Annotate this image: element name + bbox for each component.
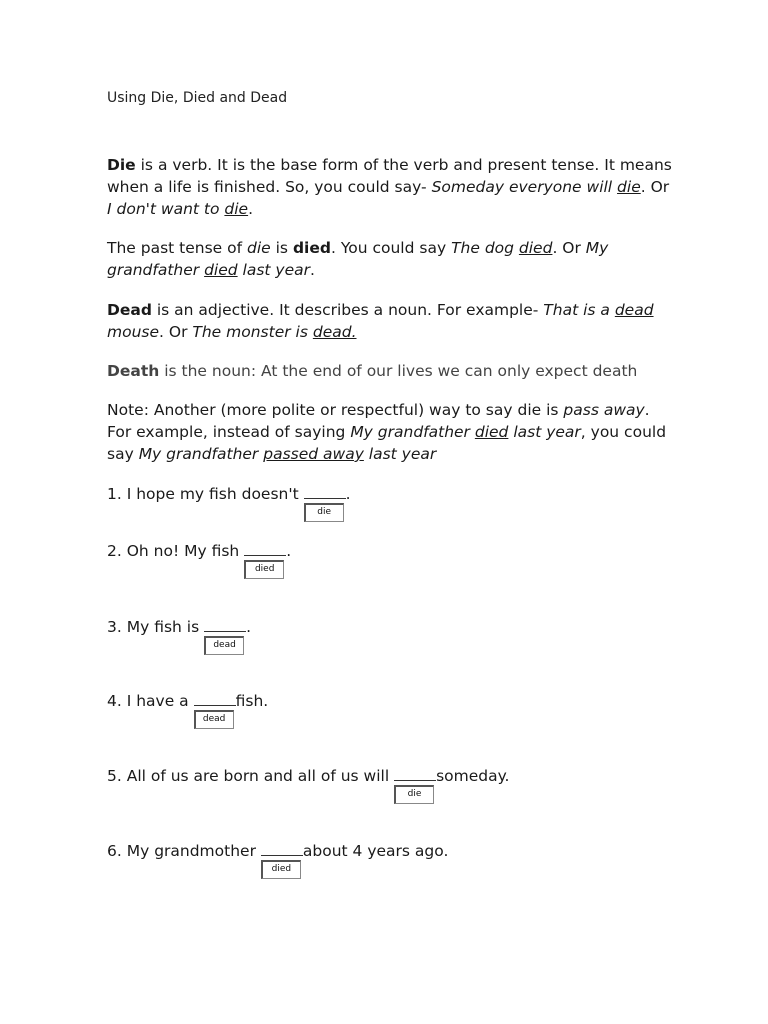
- question-text: .: [286, 542, 292, 560]
- question-text: 3. My fish is: [107, 618, 205, 636]
- answer-blank: [194, 691, 236, 724]
- text: , you could say: [107, 423, 667, 463]
- example-text: That is a: [543, 301, 615, 319]
- example-underlined: dead: [614, 301, 654, 319]
- answer-field[interactable]: died: [261, 860, 301, 879]
- question-1: [107, 483, 351, 517]
- answer-field[interactable]: dead: [194, 710, 234, 729]
- question-text: 6. My grandmother: [107, 842, 261, 860]
- answer-field[interactable]: died: [244, 560, 284, 579]
- question-4: [107, 690, 269, 724]
- example-text: I don't want to: [107, 200, 225, 218]
- example-text: My grandfather: [350, 423, 475, 441]
- text: Note: Another (more polite or respectful) way to say die is: [107, 401, 564, 419]
- example-text: mouse: [107, 323, 160, 341]
- term-die: Die: [107, 156, 136, 174]
- example-text: Someday everyone will: [431, 178, 618, 196]
- question-3: [107, 616, 252, 650]
- example-text: The monster is: [192, 323, 313, 341]
- text: . You could say: [330, 239, 452, 257]
- example-underlined: died: [204, 261, 238, 279]
- paragraph-note: [107, 399, 677, 465]
- paragraph-died: [107, 237, 677, 281]
- answer-blank: [244, 541, 286, 574]
- text: is an adjective. It describes a noun. For example-: [151, 301, 544, 319]
- question-text: 1. I hope my fish doesn't: [107, 485, 304, 503]
- term-died: died: [292, 239, 331, 257]
- example-underlined: die: [617, 178, 641, 196]
- answer-blank: [204, 617, 246, 650]
- text: . For example, instead of saying: [107, 401, 650, 441]
- paragraph-die: [107, 154, 677, 220]
- question-text: someday.: [436, 767, 510, 785]
- question-text: .: [345, 485, 351, 503]
- answer-field[interactable]: die: [394, 785, 434, 804]
- example-text: My grandfather: [138, 445, 264, 463]
- text: is the noun: At the end of our lives we can only expect death: [159, 362, 638, 380]
- text: .: [248, 200, 254, 218]
- example-text: last year: [508, 423, 581, 441]
- example-text: pass away: [563, 401, 645, 419]
- example-underlined: dead.: [312, 323, 357, 341]
- question-text: 5. All of us are born and all of us will: [107, 767, 395, 785]
- answer-field[interactable]: die: [304, 503, 344, 522]
- answer-field[interactable]: dead: [204, 636, 244, 655]
- example-text: die: [247, 239, 271, 257]
- question-text: 4. I have a: [107, 692, 194, 710]
- text: is: [270, 239, 293, 257]
- answer-blank: [261, 841, 303, 874]
- text: . Or: [552, 239, 586, 257]
- example-text: last year: [363, 445, 437, 463]
- question-text: about 4 years ago.: [302, 842, 449, 860]
- example-underlined: died: [518, 239, 553, 257]
- example-underlined: die: [224, 200, 249, 218]
- example-underlined: passed away: [263, 445, 364, 463]
- text: .: [310, 261, 315, 279]
- question-text: .: [246, 618, 252, 636]
- term-death: Death: [107, 362, 160, 380]
- term-dead: Dead: [107, 301, 152, 319]
- question-text: 2. Oh no! My fish: [107, 542, 245, 560]
- question-2: [107, 540, 292, 574]
- question-text: fish.: [235, 692, 269, 710]
- example-underlined: died: [474, 423, 509, 441]
- text: is a verb. It is the base form of the verb and present tense. It means when a life is finished. So, you could say-: [107, 156, 672, 196]
- example-text: My grandfather: [107, 239, 609, 279]
- text: The past tense of: [107, 239, 248, 257]
- example-text: The dog: [451, 239, 519, 257]
- example-text: last year: [237, 261, 311, 279]
- text: . Or: [640, 178, 670, 196]
- answer-blank: [394, 766, 436, 799]
- page-title: Using Die, Died and Dead: [107, 90, 288, 106]
- answer-blank: [304, 484, 346, 517]
- question-6: [107, 840, 449, 874]
- question-5: [107, 765, 510, 799]
- paragraph-dead: [107, 299, 677, 343]
- text: . Or: [159, 323, 193, 341]
- paragraph-death: [107, 360, 677, 382]
